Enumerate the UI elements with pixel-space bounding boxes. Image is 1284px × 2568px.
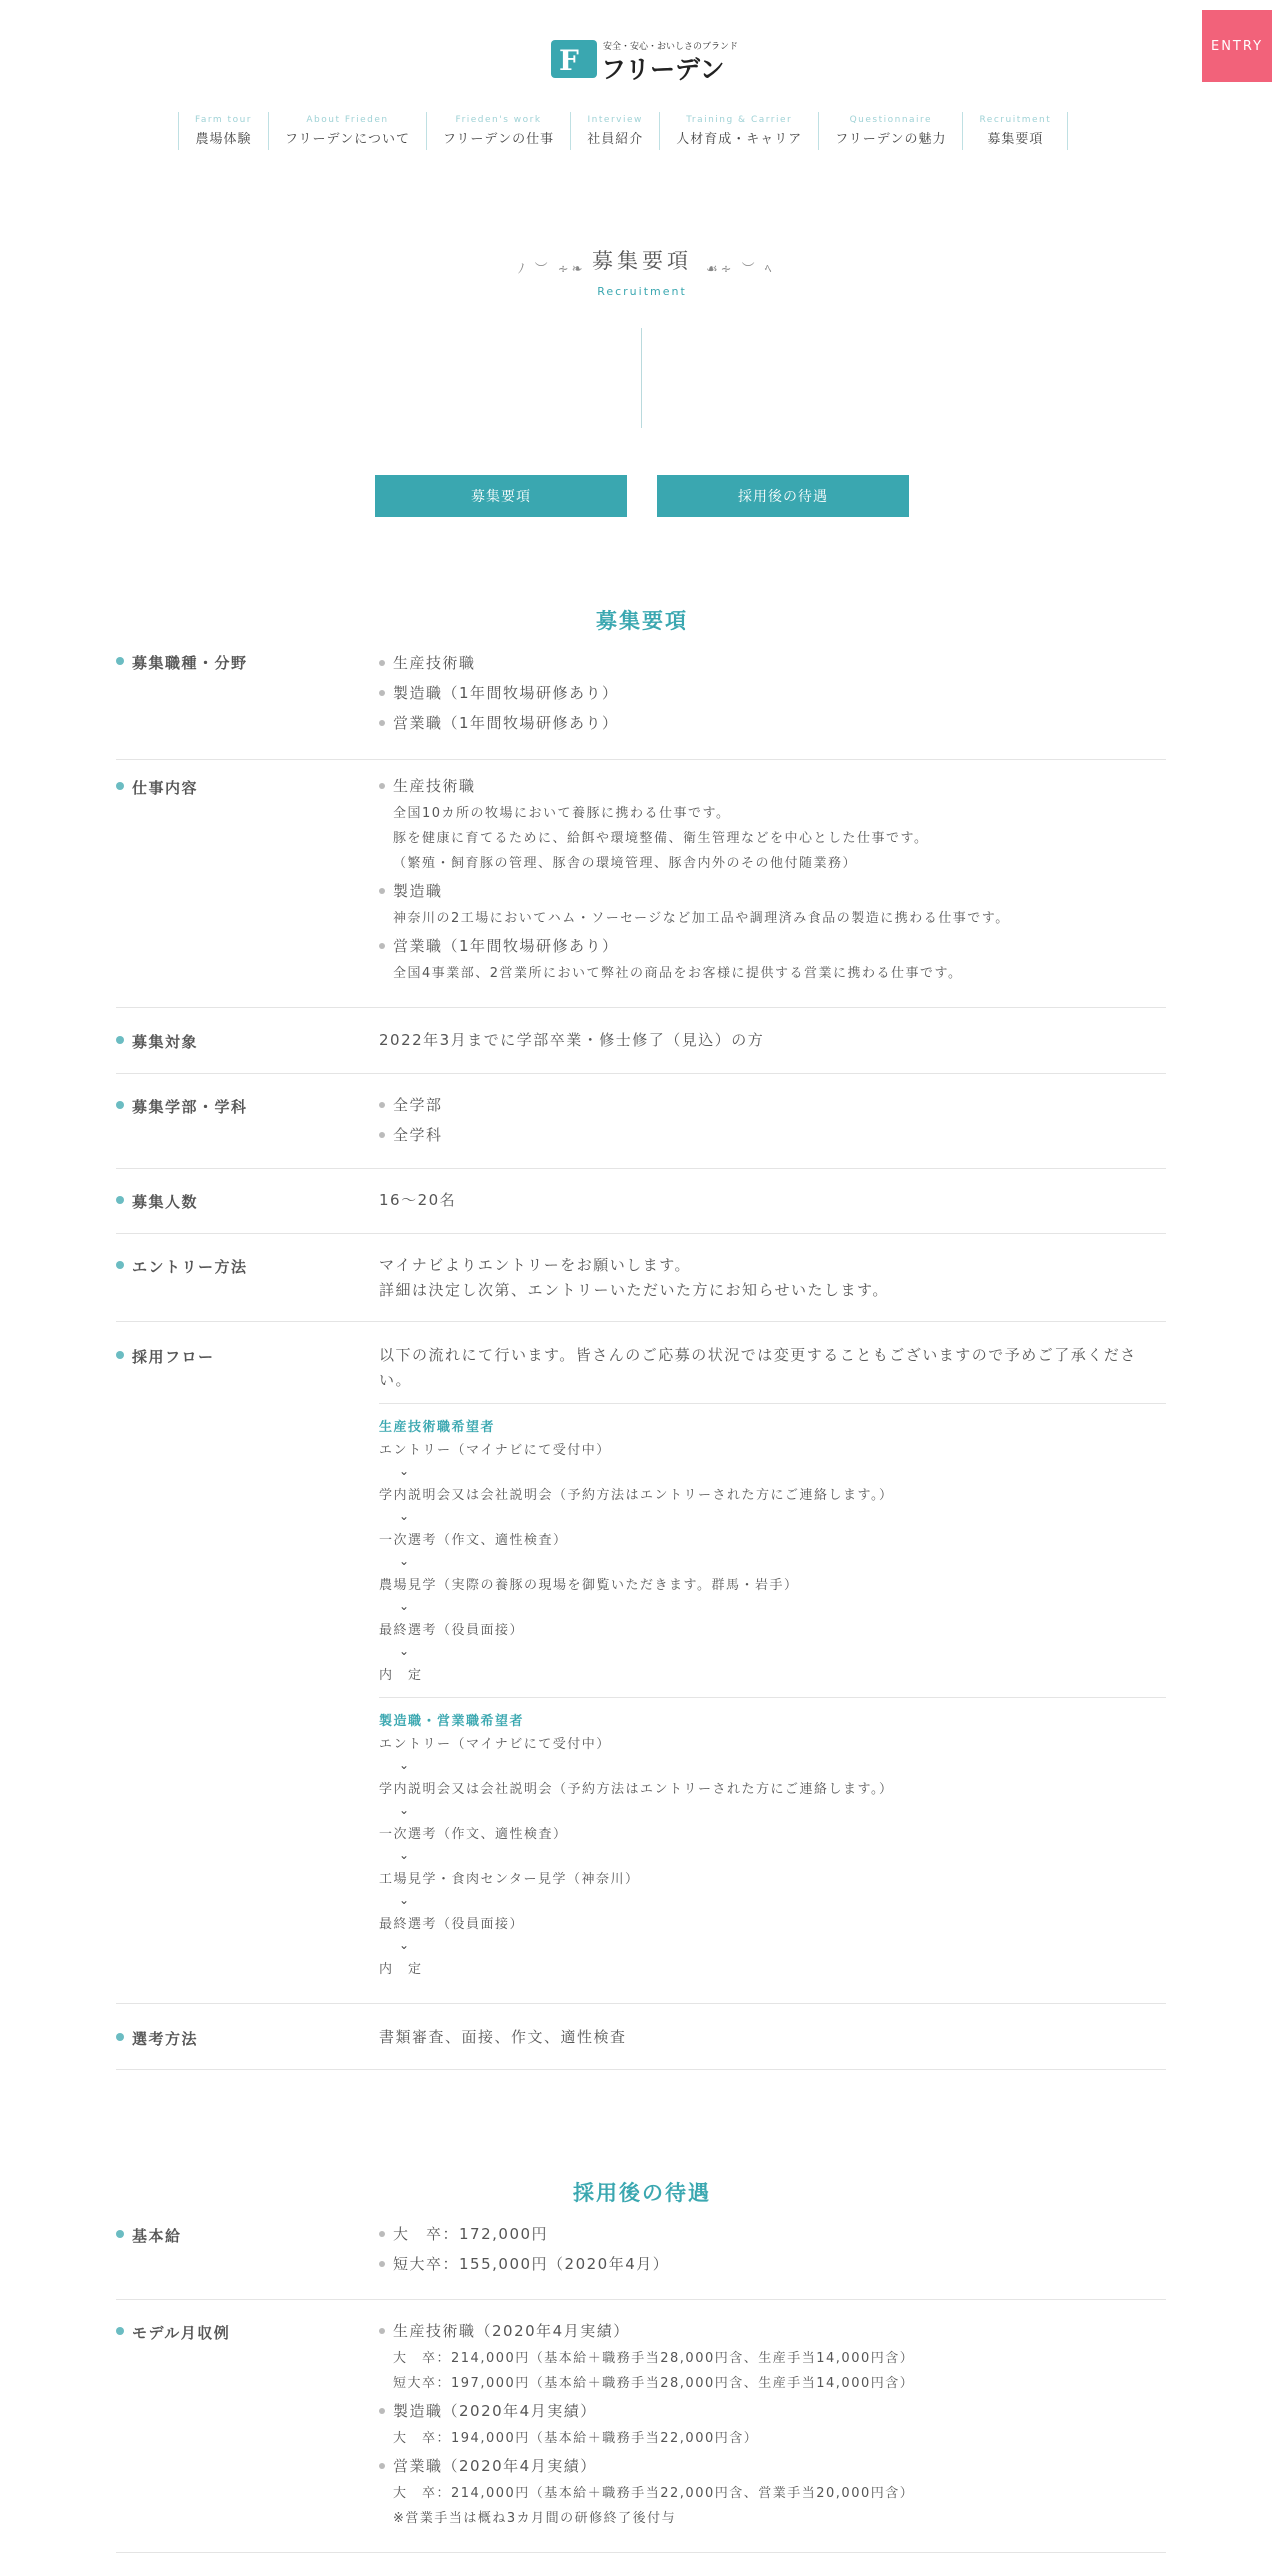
row-text: マイナビよりエントリーをお願いします。 bbox=[379, 1256, 692, 1274]
row-text: 16～20名 bbox=[379, 1191, 457, 1209]
flow-step: 一次選考（作文、適性検査） bbox=[379, 1827, 568, 1842]
row-headcount bbox=[116, 1191, 1166, 1234]
nav-about[interactable] bbox=[268, 112, 426, 150]
page-subtitle: Recruitment bbox=[597, 285, 687, 298]
nav-work[interactable] bbox=[426, 112, 570, 150]
brand-logo[interactable] bbox=[551, 36, 737, 82]
row-body bbox=[379, 1343, 1166, 1981]
flow-step: 内 定 bbox=[379, 1668, 423, 1683]
list-item: 短大卒：155,000円（2020年4月） bbox=[379, 2249, 1166, 2279]
row-label: 選考方法 bbox=[116, 2028, 198, 2049]
nav-en-label: Interview bbox=[587, 115, 643, 125]
list-item: 製造職 bbox=[379, 876, 1166, 906]
row-text: 詳細は決定し次第、エントリーいただいた方にお知らせいたします。 bbox=[379, 1281, 889, 1299]
nav-ja-label: 募集要項 bbox=[987, 132, 1044, 147]
nav-ja-label: 社員紹介 bbox=[587, 132, 644, 147]
row-job-types bbox=[116, 652, 1166, 760]
nav-en-label: About Frieden bbox=[306, 115, 389, 125]
flow-step: 一次選考（作文、適性検査） bbox=[379, 1533, 568, 1548]
chevron-down-icon: ⌄ bbox=[399, 1509, 411, 1523]
global-nav bbox=[178, 112, 1068, 150]
nav-training[interactable] bbox=[659, 112, 818, 150]
list-item: 全学部 bbox=[379, 1090, 1166, 1120]
chevron-down-icon: ⌄ bbox=[399, 1758, 411, 1772]
chevron-down-icon: ⌄ bbox=[399, 1464, 411, 1478]
flow-step: エントリー（マイナビにて受付中） bbox=[379, 1443, 611, 1458]
row-body bbox=[379, 1191, 1166, 1209]
list-item: 大 卒：172,000円 bbox=[379, 2219, 1166, 2249]
row-body bbox=[379, 1031, 1166, 1049]
nav-interview[interactable] bbox=[570, 112, 659, 150]
section-title-treatment: 採用後の待遇 bbox=[573, 2181, 711, 2205]
nav-farm-tour[interactable] bbox=[178, 112, 268, 150]
list-item: 営業職（2020年4月実績） bbox=[379, 2451, 1166, 2481]
chevron-down-icon: ⌄ bbox=[399, 1938, 411, 1952]
row-work bbox=[116, 777, 1166, 1008]
description-line: 神奈川の2工場においてハム・ソーセージなど加工品や調理済み食品の製造に携わる仕事です。 bbox=[393, 911, 1010, 926]
page-hero bbox=[0, 245, 1284, 298]
chevron-down-icon: ⌄ bbox=[399, 1848, 411, 1862]
list-item: 営業職（1年間牧場研修あり） bbox=[379, 931, 1166, 961]
flow-group-title: 生産技術職希望者 bbox=[379, 1420, 496, 1435]
nav-ja-label: フリーデンについて bbox=[284, 132, 410, 147]
row-label: 基本給 bbox=[116, 2225, 182, 2246]
row-base-salary bbox=[116, 2225, 1166, 2300]
nav-en-label: Questionnaire bbox=[849, 115, 933, 125]
nav-ja-label: フリーデンの魅力 bbox=[835, 132, 947, 147]
row-label: 仕事内容 bbox=[116, 777, 198, 798]
description-line: ※営業手当は概ね3カ月間の研修終了後付与 bbox=[393, 2511, 677, 2526]
nav-ja-label: 人材育成・キャリア bbox=[676, 132, 803, 147]
list-item: 製造職（1年間牧場研修あり） bbox=[379, 678, 1166, 708]
chevron-down-icon: ⌄ bbox=[399, 1599, 411, 1613]
row-selection-flow bbox=[116, 1346, 1166, 2004]
description-line: （繁殖・飼育豚の管理、豚舎の環境管理、豚舎内外のその他付随業務） bbox=[393, 856, 858, 871]
flow-step: 最終選考（役員面接） bbox=[379, 1623, 525, 1638]
flow-step: 内 定 bbox=[379, 1962, 423, 1977]
description-line: 豚を健康に育てるために、給餌や環境整備、衛生管理などを中心とした仕事です。 bbox=[393, 831, 929, 846]
page-title: 募集要項 bbox=[592, 249, 692, 273]
description-line: 大 卒：214,000円（基本給＋職務手当22,000円含、営業手当20,000円含） bbox=[393, 2486, 915, 2501]
list-item: 営業職（1年間牧場研修あり） bbox=[379, 708, 1166, 738]
row-body bbox=[379, 2219, 1166, 2279]
description-line: 短大卒：197,000円（基本給＋職務手当28,000円含、生産手当14,000円含） bbox=[393, 2376, 915, 2391]
row-body bbox=[379, 2028, 1166, 2046]
flow-step: 農場見学（実際の養豚の現場を御覧いただきます。群馬・岩手） bbox=[379, 1578, 799, 1593]
row-model-income bbox=[116, 2322, 1166, 2553]
chevron-down-icon: ⌄ bbox=[399, 1554, 411, 1568]
row-body bbox=[379, 2316, 1166, 2531]
nav-ja-label: 農場体験 bbox=[195, 132, 252, 147]
flow-group-title: 製造職・営業職希望者 bbox=[379, 1714, 525, 1729]
row-label: 採用フロー bbox=[116, 1346, 215, 1367]
description-line: 全国4事業部、2営業所において弊社の商品をお客様に提供する営業に携わる仕事です。 bbox=[393, 966, 963, 981]
description-line: 全国10カ所の牧場において養豚に携わる仕事です。 bbox=[393, 806, 731, 821]
row-body bbox=[379, 1253, 1166, 1303]
nav-ja-label: フリーデンの仕事 bbox=[442, 132, 555, 147]
nav-recruitment[interactable] bbox=[962, 112, 1068, 150]
row-body bbox=[379, 1090, 1166, 1150]
chevron-down-icon: ⌄ bbox=[399, 1644, 411, 1658]
ornament-right-icon: ☙∻ ︶ ﾍ bbox=[706, 262, 775, 277]
list-item: 生産技術職 bbox=[379, 648, 1166, 678]
anchor-treatment-button[interactable]: 採用後の待遇 bbox=[657, 475, 909, 517]
list-item: 生産技術職（2020年4月実績） bbox=[379, 2316, 1166, 2346]
row-label: 募集学部・学科 bbox=[116, 1096, 248, 1117]
chevron-down-icon: ⌄ bbox=[399, 1803, 411, 1817]
section-title-requirements: 募集要項 bbox=[596, 609, 688, 633]
nav-en-label: Frieden's work bbox=[455, 115, 542, 125]
nav-questionnaire[interactable] bbox=[818, 112, 962, 150]
row-label: 募集対象 bbox=[116, 1031, 198, 1052]
logo-wordmark: フリーデン bbox=[601, 55, 725, 84]
list-item: 全学科 bbox=[379, 1120, 1166, 1150]
row-label: 募集職種・分野 bbox=[116, 652, 248, 673]
nav-en-label: Recruitment bbox=[979, 115, 1052, 125]
row-faculty bbox=[116, 1096, 1166, 1169]
row-label: 募集人数 bbox=[116, 1191, 198, 1212]
divider bbox=[379, 1403, 1166, 1404]
flow-intro: 以下の流れにて行います。皆さんのご応募の状況では変更することもございますので予めご了承ください。 bbox=[379, 1346, 1137, 1389]
ornament-left-icon: ﾉ ︶ ∻❧ bbox=[518, 262, 586, 277]
nav-en-label: Training & Carrier bbox=[686, 115, 793, 125]
divider bbox=[379, 1697, 1166, 1698]
entry-button[interactable]: ENTRY bbox=[1202, 10, 1272, 82]
hero-divider-line bbox=[641, 328, 642, 428]
row-selection-method bbox=[116, 2028, 1166, 2070]
logo-mark-letter: F bbox=[559, 44, 579, 77]
flow-step: 最終選考（役員面接） bbox=[379, 1917, 525, 1932]
description-line: 大 卒：214,000円（基本給＋職務手当28,000円含、生産手当14,000円含） bbox=[393, 2351, 915, 2366]
flow-step: エントリー（マイナビにて受付中） bbox=[379, 1737, 611, 1752]
list-item: 製造職（2020年4月実績） bbox=[379, 2396, 1166, 2426]
description-line: 大 卒：194,000円（基本給＋職務手当22,000円含） bbox=[393, 2431, 759, 2446]
flow-step: 学内説明会又は会社説明会（予約方法はエントリーされた方にご連絡します。） bbox=[379, 1782, 894, 1797]
row-entry-method bbox=[116, 1256, 1166, 1322]
chevron-down-icon: ⌄ bbox=[399, 1893, 411, 1907]
logo-tagline: 安全・安心・おいしさのブランド bbox=[603, 42, 739, 52]
logo-mark bbox=[551, 40, 597, 78]
flow-step: 工場見学・食肉センター見学（神奈川） bbox=[379, 1872, 640, 1887]
nav-en-label: Farm tour bbox=[195, 115, 252, 125]
row-text: 2022年3月までに学部卒業・修士修了（見込）の方 bbox=[379, 1031, 765, 1049]
anchor-requirements-button[interactable]: 募集要項 bbox=[375, 475, 627, 517]
row-label: エントリー方法 bbox=[116, 1256, 248, 1277]
row-body bbox=[379, 648, 1166, 738]
row-body bbox=[379, 771, 1166, 986]
row-text: 書類審査、面接、作文、適性検査 bbox=[379, 2028, 627, 2046]
flow-step: 学内説明会又は会社説明会（予約方法はエントリーされた方にご連絡します。） bbox=[379, 1488, 894, 1503]
row-target bbox=[116, 1031, 1166, 1074]
list-item: 生産技術職 bbox=[379, 771, 1166, 801]
row-label: モデル月収例 bbox=[116, 2322, 230, 2343]
